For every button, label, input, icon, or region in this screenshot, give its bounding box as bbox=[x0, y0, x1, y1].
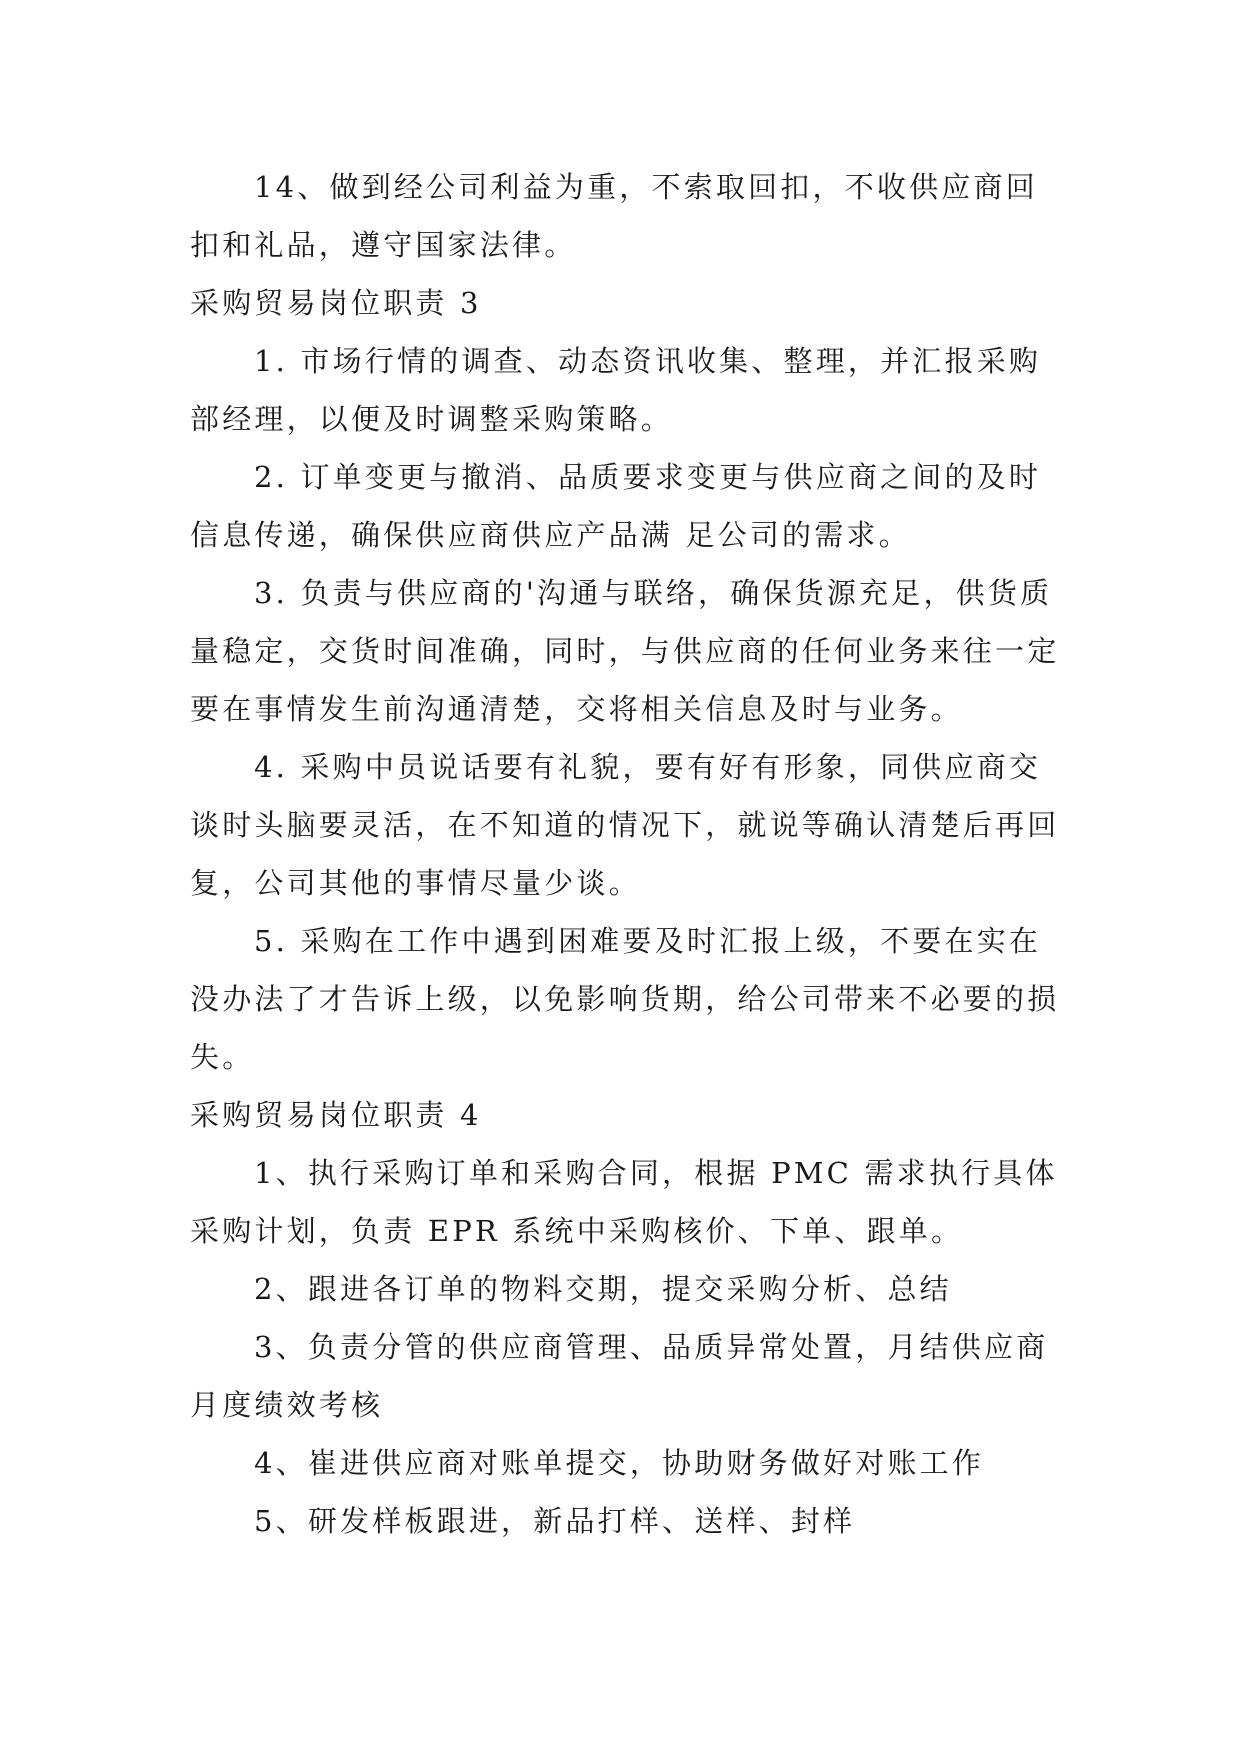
document-body bbox=[190, 158, 1070, 1550]
paragraph-item-4: 4. 采购中员说话要有礼貌，要有好有形象，同供应商交谈时头脑要灵活，在不知道的情况下，就说等确认清楚后再回复，公司其他的事情尽量少谈。 bbox=[190, 750, 1060, 900]
paragraph-item-3: 3. 负责与供应商的'沟通与联络，确保货源充足，供货质量稳定，交货时间准确，同时，与供应商的任何业务来往一定要在事情发生前沟通清楚，交将相关信息及时与业务。 bbox=[190, 576, 1060, 726]
paragraph-item-2: 2. 订单变更与撤消、品质要求变更与供应商之间的及时信息传递，确保供应商供应产品满 足公司的需求。 bbox=[190, 460, 1042, 552]
paragraph-item-2-section4: 2、跟进各订单的物料交期，提交采购分析、总结 bbox=[254, 1272, 952, 1306]
paragraph-item-5-section4: 5、研发样板跟进，新品打样、送样、封样 bbox=[254, 1504, 856, 1538]
section-heading-3: 采购贸易岗位职责 3 bbox=[190, 286, 482, 320]
paragraph-item-4-section4: 4、崔进供应商对账单提交，协助财务做好对账工作 bbox=[254, 1446, 985, 1480]
section-heading-4: 采购贸易岗位职责 4 bbox=[190, 1098, 482, 1132]
paragraph-item-1: 1. 市场行情的调查、动态资讯收集、整理，并汇报采购部经理，以便及时调整采购策略。 bbox=[190, 344, 1042, 436]
paragraph-item-5: 5. 采购在工作中遇到困难要及时汇报上级，不要在实在没办法了才告诉上级，以免影响货期，给公司带来不必要的损失。 bbox=[190, 924, 1060, 1074]
paragraph-item-1-section4: 1、执行采购订单和采购合同，根据 PMC 需求执行具体采购计划，负责 EPR 系统中采购核价、下单、跟单。 bbox=[190, 1156, 1058, 1248]
paragraph-item-3-section4: 3、负责分管的供应商管理、品质异常处置，月结供应商月度绩效考核 bbox=[190, 1330, 1049, 1422]
paragraph-item-14: 14、做到经公司利益为重，不索取回扣，不收供应商回扣和礼品，遵守国家法律。 bbox=[190, 170, 1038, 262]
